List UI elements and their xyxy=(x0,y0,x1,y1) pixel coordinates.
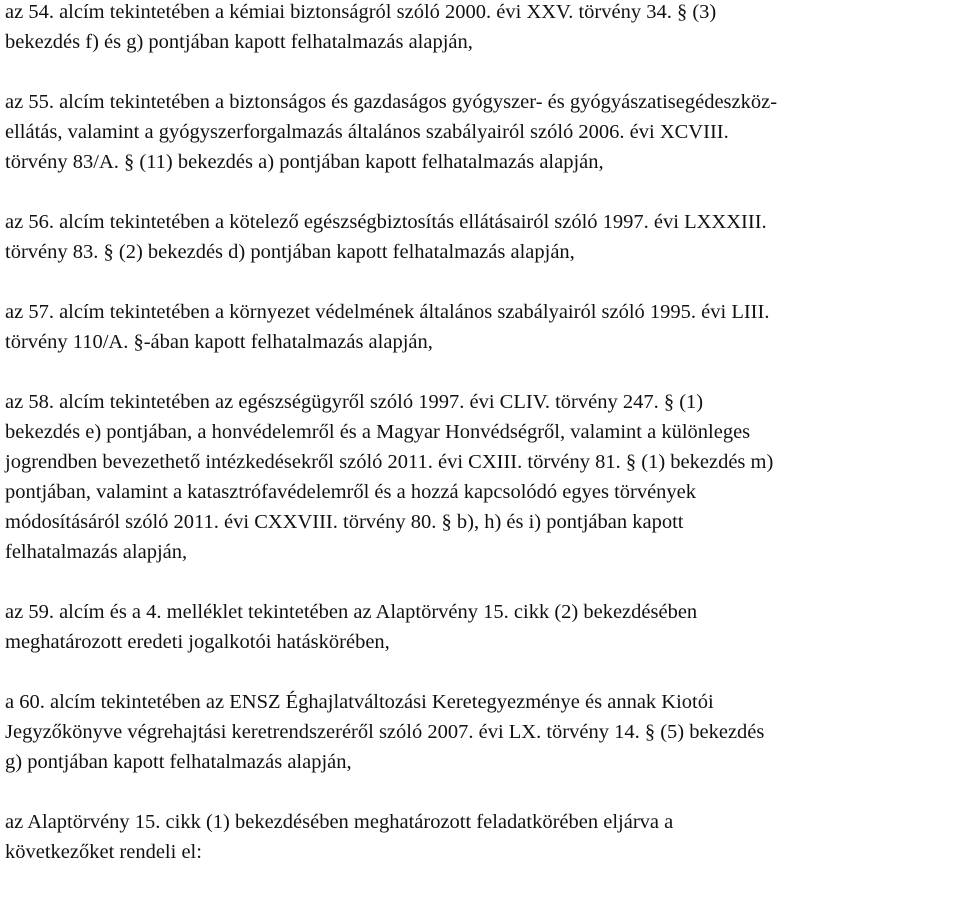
text-line: jogrendben bevezethető intézkedésekről szóló 2011. évi CXIII. törvény 81. § (1) bekezdés m) xyxy=(5,451,774,473)
paragraph-54 xyxy=(5,0,955,57)
text-line: a 60. alcím tekintetében az ENSZ Éghajlatváltozási Keretegyezménye és annak Kiotói xyxy=(5,691,714,713)
paragraph-55 xyxy=(5,87,955,177)
text-line: következőket rendeli el: xyxy=(5,841,202,863)
paragraph-57 xyxy=(5,297,955,357)
paragraph-58 xyxy=(5,387,955,567)
text-line: pontjában, valamint a katasztrófavédelemről és a hozzá kapcsolódó egyes törvények xyxy=(5,481,697,503)
text-line: felhatalmazás alapján, xyxy=(5,541,188,563)
text-line: ellátás, valamint a gyógyszerforgalmazás általános szabályairól szóló 2006. évi XCVIII. xyxy=(5,121,729,143)
text-line: bekezdés f) és g) pontjában kapott felhatalmazás alapján, xyxy=(5,31,473,53)
text-line: törvény 83. § (2) bekezdés d) pontjában kapott felhatalmazás alapján, xyxy=(5,241,575,263)
text-line: törvény 110/A. §-ában kapott felhatalmazás alapján, xyxy=(5,331,433,353)
text-line: az 58. alcím tekintetében az egészségügyről szóló 1997. évi CLIV. törvény 247. § (1) xyxy=(5,391,704,413)
text-line: Jegyzőkönyve végrehajtási keretrendszeréről szóló 2007. évi LX. törvény 14. § (5) bekezdés xyxy=(5,721,765,743)
text-line: meghatározott eredeti jogalkotói hatáskörében, xyxy=(5,631,390,653)
text-line: törvény 83/A. § (11) bekezdés a) pontjában kapott felhatalmazás alapján, xyxy=(5,151,604,173)
text-line: az Alaptörvény 15. cikk (1) bekezdésében meghatározott feladatkörében eljárva a xyxy=(5,811,674,833)
text-line: az 54. alcím tekintetében a kémiai biztonságról szóló 2000. évi XXV. törvény 34. § (3) xyxy=(5,1,717,23)
text-line: módosításáról szóló 2011. évi CXXVIII. törvény 80. § b), h) és i) pontjában kapott xyxy=(5,511,684,533)
text-line: az 59. alcím és a 4. melléklet tekintetében az Alaptörvény 15. cikk (2) bekezdésében xyxy=(5,601,698,623)
paragraph-59 xyxy=(5,597,955,657)
text-line: az 55. alcím tekintetében a biztonságos és gazdaságos gyógyszer- és gyógyászatisegédeszköz- xyxy=(5,91,778,113)
paragraph-enacting xyxy=(5,807,955,867)
legal-document xyxy=(5,0,955,897)
paragraph-56 xyxy=(5,207,955,267)
text-line: az 56. alcím tekintetében a kötelező egészségbiztosítás ellátásairól szóló 1997. évi LXXXIII. xyxy=(5,211,767,233)
text-line: g) pontjában kapott felhatalmazás alapján, xyxy=(5,751,352,773)
paragraph-60 xyxy=(5,687,955,777)
text-line: bekezdés e) pontjában, a honvédelemről és a Magyar Honvédségről, valamint a különleges xyxy=(5,421,751,443)
text-line: az 57. alcím tekintetében a környezet védelmének általános szabályairól szóló 1995. évi LIII. xyxy=(5,301,770,323)
